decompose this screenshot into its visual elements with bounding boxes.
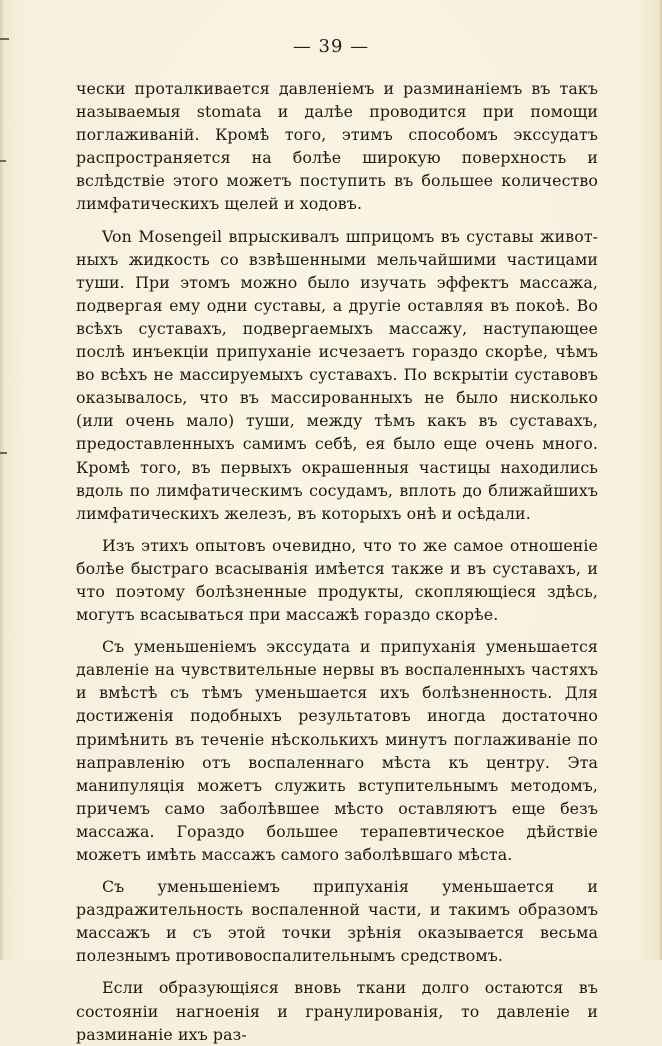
paragraph-continues: Если образующіяся вновь ткани долго остаются въ состояніи нагноенія и гранулированія, то давленіе и разминаніе ихъ раз- (76, 978, 598, 1044)
page-number: — 39 — (292, 36, 370, 57)
margin-scan-mark (0, 452, 7, 454)
margin-scan-mark (0, 160, 6, 162)
paragraph: Съ уменьшеніемъ экссудата и припуханія уменьшается давленіе на чувствительные нервы въ воспаленныхъ частяхъ и вмѣстѣ съ тѣмъ уменьшается ихъ болѣзненность. Для достиженія подобныхъ результатовъ иногда достаточно примѣнить въ теченіе нѣсколькихъ минутъ поглаживаніе по направленію отъ воспаленнаго мѣста къ центру. Эта манипуляція можетъ служить вступительнымъ методомъ, причемъ само заболѣвшее мѣсто оставляютъ еще безъ массажа. Гораздо большее терапевтическое дѣйствіе можетъ имѣть массажъ самого заболѣвшаго мѣста. (76, 637, 598, 864)
paragraph: Съ уменьшеніемъ припуханія уменьшается и раздражительность воспаленной части, и такимъ образомъ массажъ и съ этой точки зрѣнія оказывается весьма полезнымъ противовоспалительнымъ средствомъ. (76, 877, 598, 966)
body-text (76, 77, 598, 1046)
paragraph: Von Mosengeil впрыскивалъ шприцомъ въ суставы животныхъ жидкость со взвѣшенными мельчайшими частицами туши. При этомъ можно было изучать эффектъ массажа, подвергая ему одни суставы, а другіе оставляя въ покоѣ. Во всѣхъ суставахъ, подвергаемыхъ массажу, наступающее послѣ инъекціи припуханіе исчезаетъ гораздо скорѣе, чѣмъ во всѣхъ не массируемыхъ суставахъ. По вскрытіи суставовъ оказывалось, что въ массированныхъ не было нисколько (или очень мало) туши, между тѣмъ какъ въ суставахъ, предоставленныхъ самимъ себѣ, ея было еще очень много. Кромѣ того, въ первыхъ окрашенныя частицы находились вдоль по лимфатическимъ сосудамъ, вплоть до ближайшихъ лимфатическихъ железъ, въ которыхъ онѣ и осѣдали. (76, 226, 598, 523)
paragraph-continuation: чески проталкивается давленіемъ и разминаніемъ въ такъ называемыя stomata и далѣе проводится при помощи поглаживаній. Кромѣ того, этимъ способомъ экссудатъ распространяется на болѣе широкую поверхность и вслѣдствіе этого можетъ поступить въ большее количество лимфатическихъ щелей и ходовъ. (76, 79, 598, 214)
page-left-edge-shadow (0, 0, 4, 960)
paragraph: Изъ этихъ опытовъ очевидно, что то же самое отношеніе болѣе быстраго всасыванія имѣется также и въ суставахъ, и что поэтому болѣзненные продукты, скопляющіеся здѣсь, могутъ всасываться при массажѣ гораздо скорѣе. (76, 535, 598, 625)
